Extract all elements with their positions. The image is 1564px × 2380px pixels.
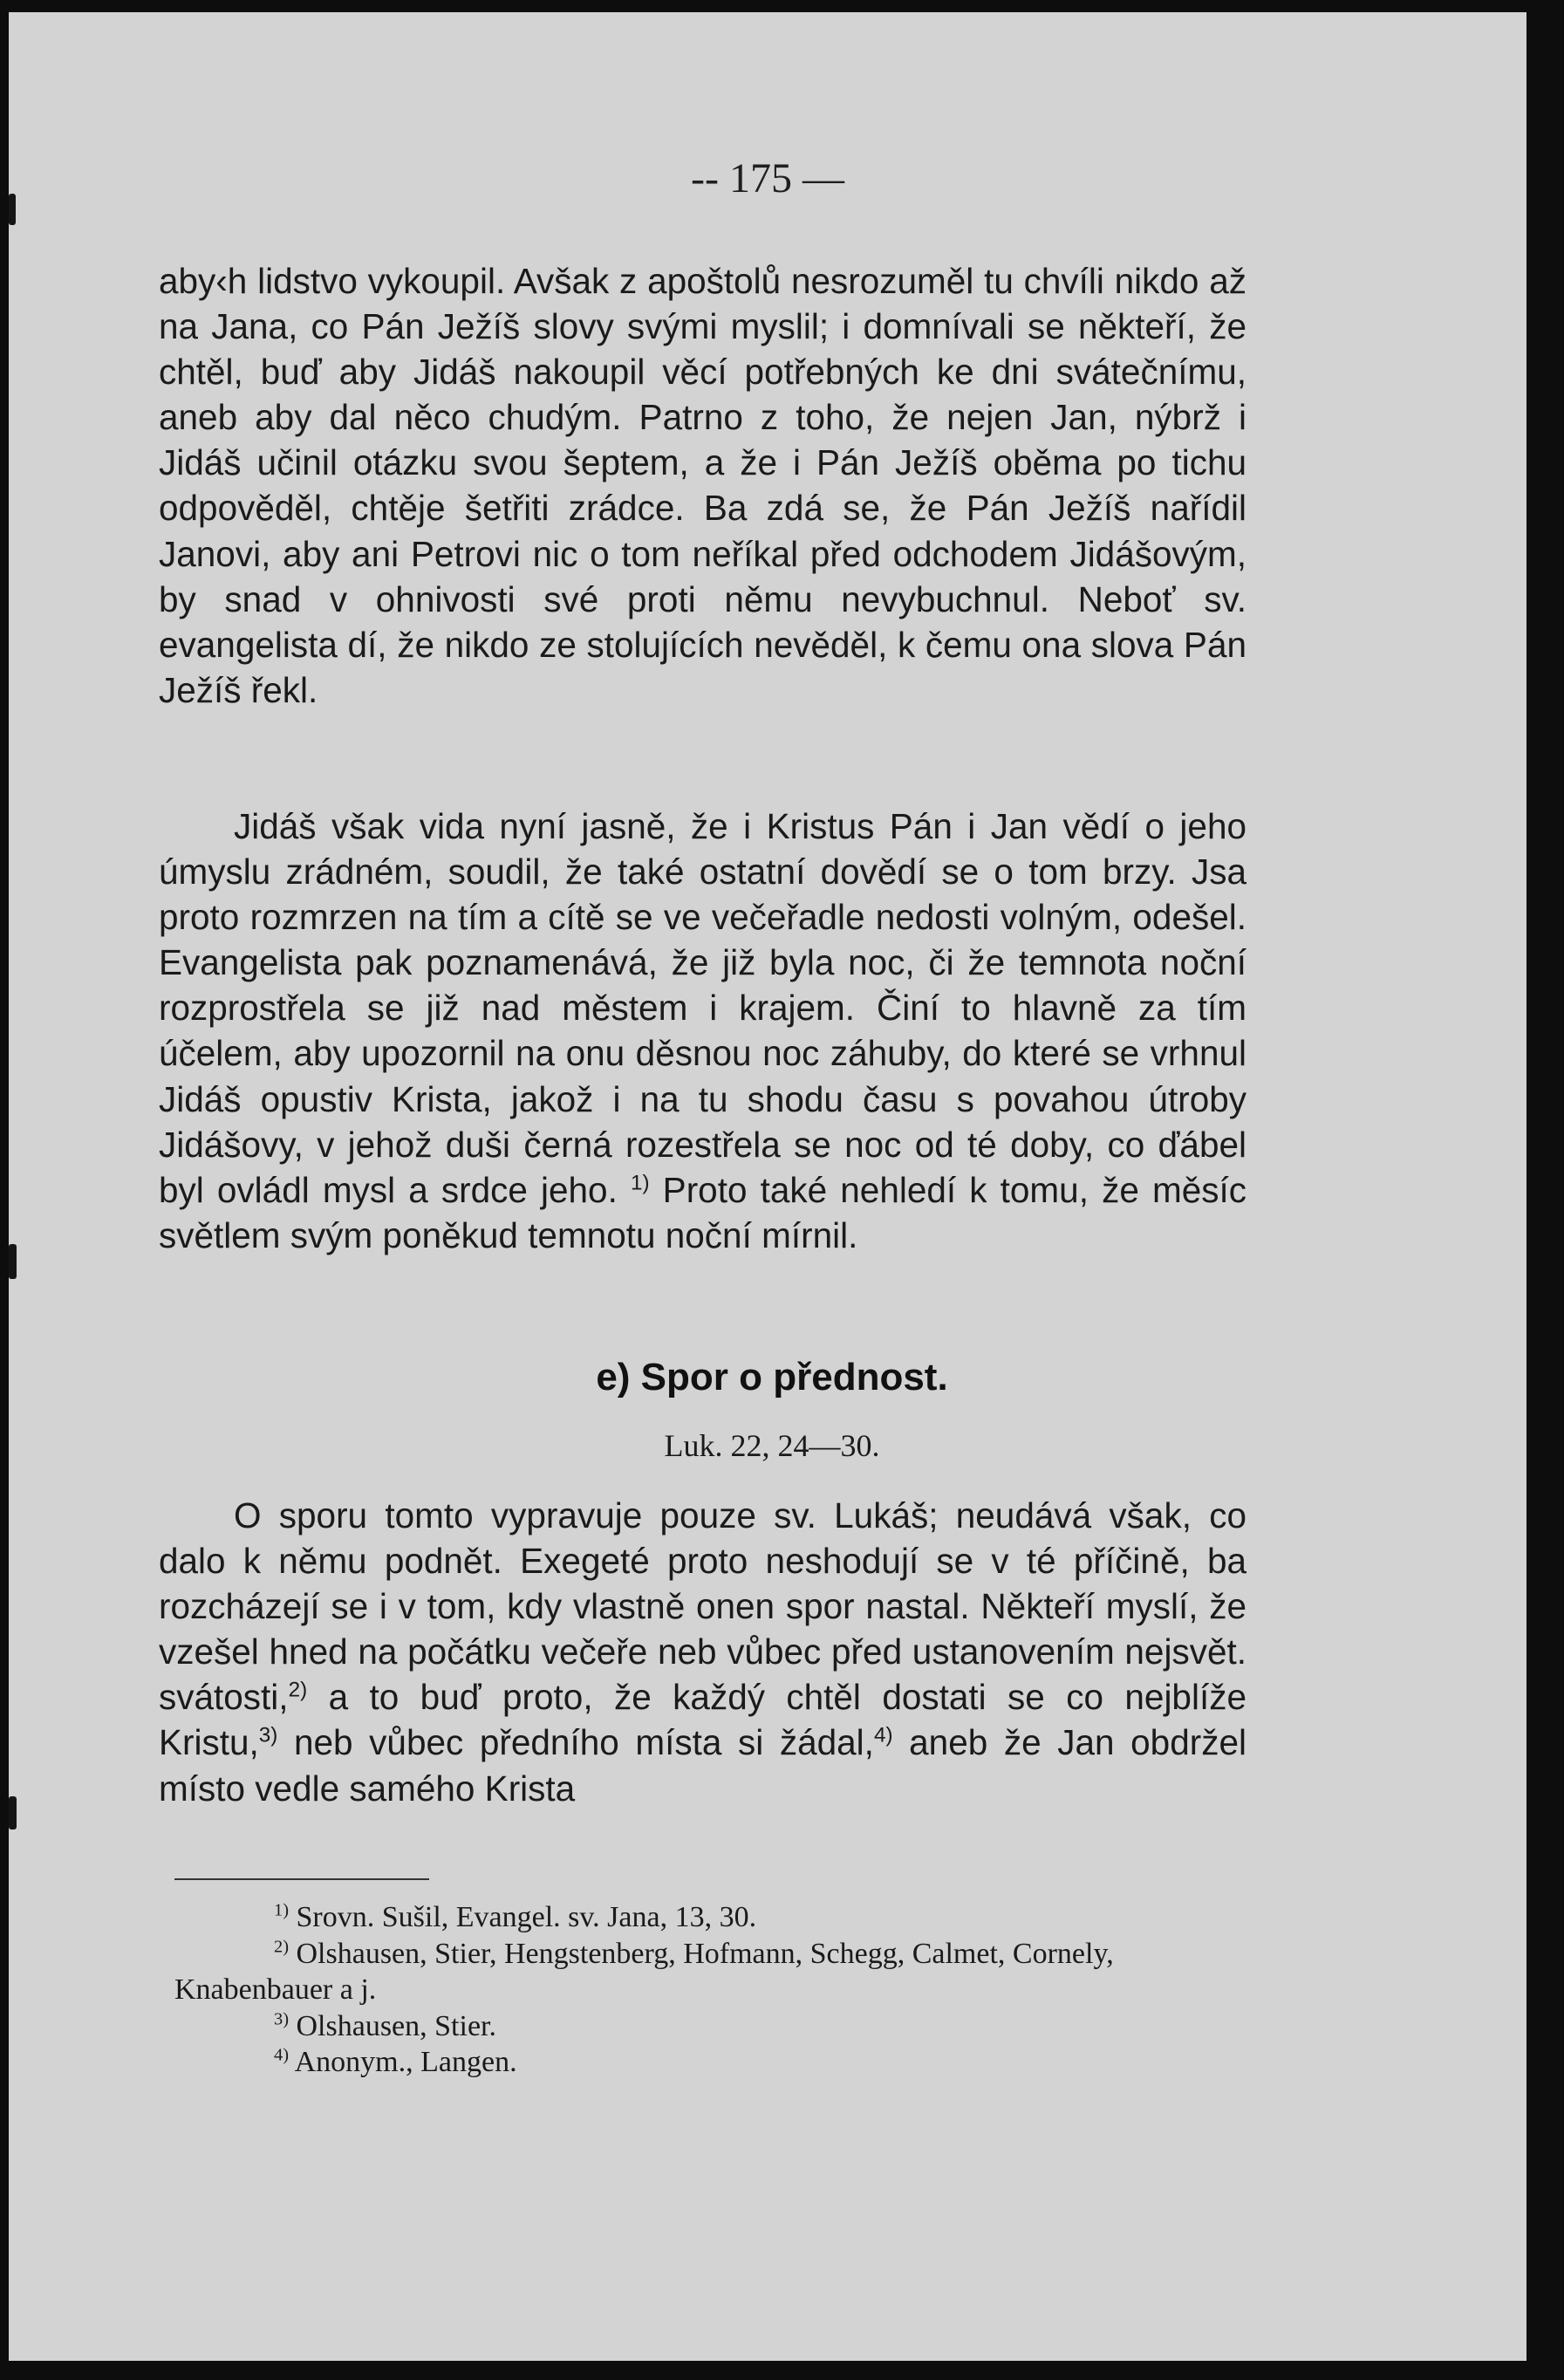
footnote-mark-3: 3) (274, 2009, 289, 2029)
page-number: -- 175 — (691, 155, 844, 202)
paragraph-2-text-end: Proto také nehledí k tomu, že měsíc světlem svým poněkud temnotu noční mírnil. (159, 1169, 1246, 1255)
paragraph-3-text-b: a to buď proto, že každý chtěl dostati se co nejblíže Kristu, (159, 1677, 1246, 1763)
footnote-mark-1: 1) (274, 1900, 289, 1920)
binding-mark (9, 194, 16, 225)
footnote-mark-4: 4) (274, 2045, 289, 2065)
paragraph-3-text-c: neb vůbec předního místa si žádal, (277, 1722, 874, 1763)
section-reference: Luk. 22, 24—30. (664, 1428, 880, 1463)
paragraph-2-text: Jidáš však vida nyní jasně, že i Kristus Pán i Jan vědí o jeho úmyslu zrádném, soudil, že také ostatní dovědí se o tom brzy. Jsa proto rozmrzen na tím a cítě se ve večeřadle nedosti volným, odešel. Evangelista pak poznamenává, že již byla noc, či že temnota noční rozprostřela se již nad městem i krajem. Činí to hlavně za tím účelem, aby upozornil na onu děsnou noc záhuby, do které se vrhnul Jidáš opustiv Krista, jakož i na tu shodu času s povahou útroby Jidášovy, v jehož duši černá rozestřela se noc od té doby, co ďábel byl ovládl mysl a srdce jeho. (159, 806, 1246, 1210)
paragraph-1 (159, 258, 1246, 713)
paragraph-3-text-a: O sporu tomto vypravuje pouze sv. Lukáš; neudává však, co dalo k němu podnět. Exegeté proto neshodují se v té příčině, ba rozcházejí se i v tom, kdy vlastně onen spor nastal. Někteří myslí, že vzešel hned na počátku večeře neb vůbec před ustanovením nejsvět. svátosti, (159, 1495, 1246, 1718)
paragraph-3-text-d: aneb že Jan obdržel místo vedle samého Krista (159, 1722, 1246, 1809)
paragraph-3 (159, 1493, 1246, 1811)
footnote-3-text: Olshausen, Stier. (289, 2009, 496, 2042)
binding-mark (9, 1244, 17, 1279)
footnote-separator (174, 1878, 429, 1880)
footnote-2-text: Olshausen, Stier, Hengstenberg, Hofmann, Schegg, Calmet, Cornely, Knabenbauer a j. (174, 1937, 1114, 2006)
binding-mark (9, 1796, 17, 1829)
footnotes (174, 1899, 1249, 2081)
footnote-4 (174, 2044, 1249, 2081)
section-heading (9, 1356, 1526, 1399)
paragraph-2 (159, 804, 1246, 1258)
section-prefix: e) (596, 1356, 631, 1399)
footnote-1 (174, 1899, 1249, 1936)
footnote-3 (174, 2008, 1249, 2045)
footnote-mark-2: 2) (274, 1937, 289, 1957)
footnote-2 (174, 1936, 1249, 2008)
footnote-1-text: Srovn. Sušil, Evangel. sv. Jana, 13, 30. (289, 1901, 757, 1933)
footnote-ref-1: 1) (630, 1171, 650, 1195)
footnote-4-text: Anonym., Langen. (289, 2046, 517, 2078)
footnote-ref-4: 4) (873, 1723, 893, 1747)
book-page (9, 12, 1526, 2361)
section-title: Spor o přednost. (640, 1356, 948, 1399)
footnote-ref-3: 3) (258, 1723, 278, 1747)
paragraph-1-text: aby‹h lidstvo vykoupil. Avšak z apoštolů nesrozuměl tu chvíli nikdo až na Jana, co Pán Ježíš slovy svými myslil; i domnívali se někteří, že chtěl, buď aby Jidáš nakoupil věcí potřebných ke dni svátečnímu, aneb aby dal něco chudým. Patrno z toho, že nejen Jan, nýbrž i Jidáš učinil otázku svou šeptem, a že i Pán Ježíš oběma po tichu odpověděl, chtěje šetřiti zrádce. Ba zdá se, že Pán Ježíš nařídil Janovi, aby ani Petrovi nic o tom neříkal před odchodem Jidášovým, by snad v ohnivosti své proti němu nevybuchnul. Neboť sv. evangelista dí, že nikdo ze stolujících nevěděl, k čemu ona slova Pán Ježíš řekl. (159, 261, 1246, 710)
footnote-ref-2: 2) (288, 1678, 308, 1702)
